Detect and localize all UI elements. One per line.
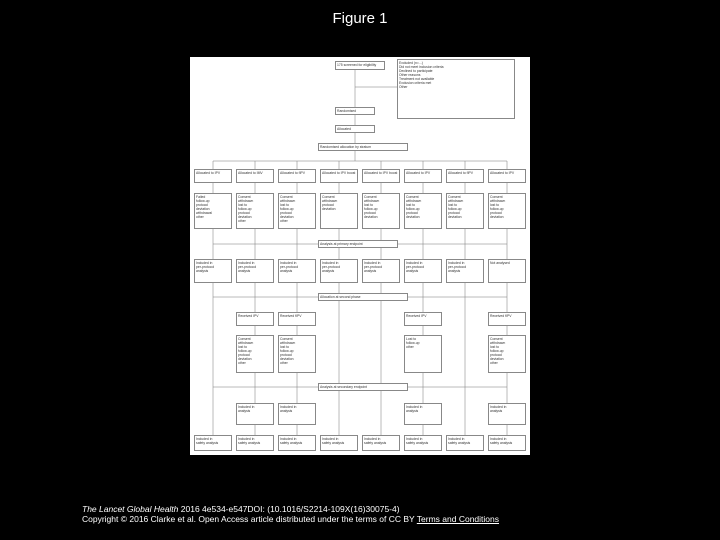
arm-detail-box: Consent withdrawn lost to follow-up protocol deviation [404, 193, 442, 229]
second-detail-box: Lost to follow-up other [404, 335, 442, 373]
journal-name: The Lancet Global Health [82, 504, 179, 514]
analysis-box: Not analysed [488, 259, 526, 283]
arm-detail-box: Consent withdrawn lost to follow-up protocol deviation other [278, 193, 316, 229]
excluded-box: Excluded (n=...) Did not meet inclusion criteria Declined to participate Other reasons Treatment not available Exclusion criteria met Other [397, 59, 515, 119]
arm-box: Allocated to fIPV [278, 169, 316, 183]
second-phase-label: Allocation at second phase [318, 293, 408, 301]
arm-detail-box: Consent withdrawn lost to follow-up protocol deviation other [236, 193, 274, 229]
analysis-box: Included in per-protocol analysis [446, 259, 484, 283]
arm-box: Allocated to IPV [488, 169, 526, 183]
secondary-analysis-box: Included in analysis [488, 403, 526, 425]
arm-detail-box: Consent withdrawn lost to follow-up protocol deviation [446, 193, 484, 229]
citation-text: 2016 4e534-e547DOI: (10.1016/S2214-109X(16)30075-4) [178, 504, 400, 514]
secondary-analysis-label: Analysis at secondary endpoint [318, 383, 408, 391]
arm-box: Allocated to fIPV [446, 169, 484, 183]
arm-detail-box: Consent withdrawn lost to follow-up protocol deviation [362, 193, 400, 229]
safety-box: Included in safety analysis [236, 435, 274, 451]
safety-box: Included in safety analysis [278, 435, 316, 451]
figure-title: Figure 1 [332, 10, 388, 27]
arm-detail-box: Consent withdrawn protocol deviation [320, 193, 358, 229]
analysis-box: Included in per-protocol analysis [236, 259, 274, 283]
second-phase-box: Received fIPV [278, 312, 316, 326]
secondary-analysis-box: Included in analysis [278, 403, 316, 425]
arm-box: Allocated to IMV [236, 169, 274, 183]
allocated-box: Allocated [335, 125, 375, 133]
arm-detail-box: Consent withdrawn lost to follow-up protocol deviation [488, 193, 526, 229]
safety-box: Included in safety analysis [488, 435, 526, 451]
arm-detail-box: Failed follow-up protocol deviation withdrawal other [194, 193, 232, 229]
second-detail-box: Consent withdrawn lost to follow-up protocol deviation other [278, 335, 316, 373]
secondary-analysis-box: Included in analysis [404, 403, 442, 425]
second-detail-box: Consent withdrawn lost to follow-up protocol deviation other [236, 335, 274, 373]
secondary-analysis-box: Included in analysis [236, 403, 274, 425]
analysis-label: Analysis at primary endpoint [318, 240, 398, 248]
terms-link[interactable]: Terms and Conditions [416, 514, 500, 524]
copyright-text: Copyright © 2016 Clarke et al. Open Access article distributed under the terms of CC BY [82, 514, 415, 524]
safety-box: Included in safety analysis [362, 435, 400, 451]
arm-box: Allocated to IPV boost [320, 169, 358, 183]
analysis-box: Included in per-protocol analysis [194, 259, 232, 283]
randomised-box: Randomised [335, 107, 375, 115]
analysis-box: Included in per-protocol analysis [404, 259, 442, 283]
second-detail-box: Consent withdrawn lost to follow-up protocol deviation other [488, 335, 526, 373]
analysis-box: Included in per-protocol analysis [362, 259, 400, 283]
arm-box: Allocated to IPV [194, 169, 232, 183]
second-phase-box: Received fIPV [488, 312, 526, 326]
arm-box: Allocated to IPV boost [362, 169, 400, 183]
safety-box: Included in safety analysis [404, 435, 442, 451]
analysis-box: Included in per-protocol analysis [320, 259, 358, 283]
second-phase-box: Received IPV [236, 312, 274, 326]
safety-box: Included in safety analysis [194, 435, 232, 451]
flow-diagram [190, 57, 530, 455]
citation-footer [82, 504, 642, 524]
analysis-box: Included in per-protocol analysis [278, 259, 316, 283]
safety-box: Included in safety analysis [446, 435, 484, 451]
stratum-label: Randomised allocation by stratum [318, 143, 408, 151]
arm-box: Allocated to IPV [404, 169, 442, 183]
safety-box: Included in safety analysis [320, 435, 358, 451]
second-phase-box: Received IPV [404, 312, 442, 326]
screened-box: 175 screened for eligibility [335, 61, 385, 70]
